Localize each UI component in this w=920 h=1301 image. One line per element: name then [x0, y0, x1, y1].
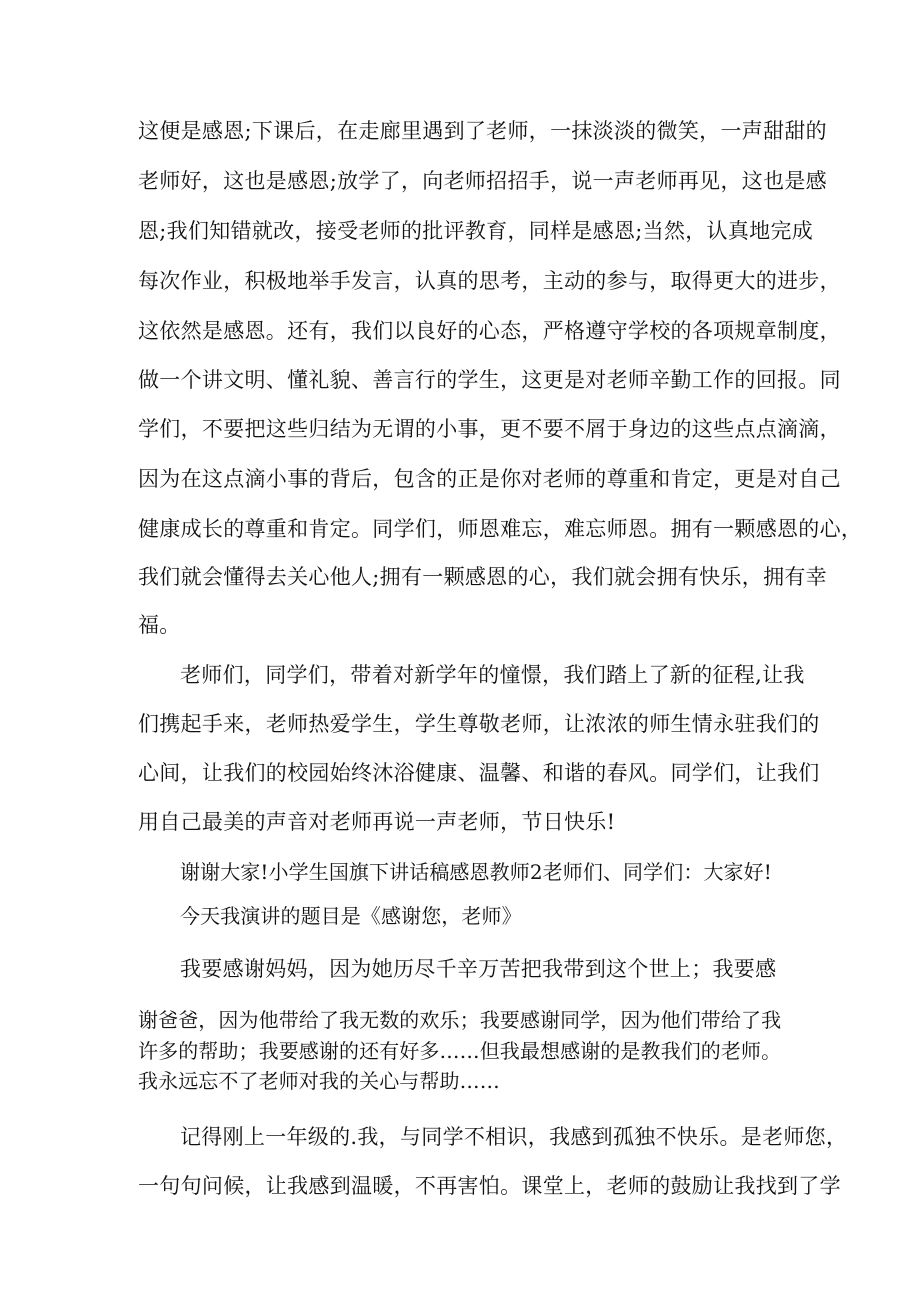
text-line: 们携起手来，老师热爱学生，学生尊敬老师，让浓浓的师生情永驻我们的	[138, 712, 820, 736]
text-line: 福。	[138, 613, 181, 637]
text-line: 一句句问候，让我感到温暖，不再害怕。课堂上，老师的鼓励让我找到了学	[138, 1174, 841, 1198]
text-line: 我永远忘不了老师对我的关心与帮助……	[138, 1069, 500, 1093]
text-line: 心间，让我们的校园始终沐浴健康、温馨、和谐的春风。同学们，让我们	[138, 761, 820, 785]
text-line: 恩;我们知错就改，接受老师的批评教育，同样是感恩;当然，认真地完成	[138, 219, 814, 243]
text-line: 我要感谢妈妈，因为她历尽千辛万苦把我带到这个世上；我要感	[180, 957, 777, 981]
text-line: 因为在这点滴小事的背后，包含的正是你对老师的尊重和肯定，更是对自己	[138, 467, 841, 491]
text-line: 谢谢大家!小学生国旗下讲话稿感恩教师2老师们、同学们：大家好!	[180, 860, 772, 884]
text-line: 学们，不要把这些归结为无谓的小事，更不要不屑于身边的这些点点滴滴，	[138, 417, 841, 441]
text-line: 老师们，同学们，带着对新学年的憧憬，我们踏上了新的征程,让我	[180, 663, 805, 687]
text-line: 记得刚上一年级的.我，与同学不相识，我感到孤独不快乐。是老师您，	[180, 1125, 848, 1149]
text-line: 健康成长的尊重和肯定。同学们，师恩难忘，难忘师恩。拥有一颗感恩的心，	[138, 517, 863, 541]
text-line: 做一个讲文明、懂礼貌、善言行的学生，这更是对老师辛勤工作的回报。同	[138, 368, 841, 392]
text-line: 许多的帮助；我要感谢的还有好多……但我最想感谢的是教我们的老师。	[138, 1039, 782, 1063]
text-line: 用自己最美的声音对老师再说一声老师，节日快乐!	[138, 810, 616, 834]
text-line: 今天我演讲的题目是《感谢您，老师》	[180, 904, 522, 928]
text-line: 这便是感恩;下课后，在走廊里遇到了老师，一抹淡淡的微笑，一声甜甜的	[138, 119, 827, 143]
text-line: 我们就会懂得去关心他人;拥有一颗感恩的心，我们就会拥有快乐，拥有幸	[138, 565, 827, 589]
text-line: 老师好，这也是感恩;放学了，向老师招招手，说一声老师再见，这也是感	[138, 169, 827, 193]
text-line: 谢爸爸，因为他带给了我无数的欢乐；我要感谢同学，因为他们带给了我	[138, 1008, 782, 1032]
text-line: 每次作业，积极地举手发言，认真的思考，主动的参与，取得更大的进步，	[138, 269, 841, 293]
text-line: 这依然是感恩。还有，我们以良好的心态，严格遵守学校的各项规章制度，	[138, 319, 841, 343]
